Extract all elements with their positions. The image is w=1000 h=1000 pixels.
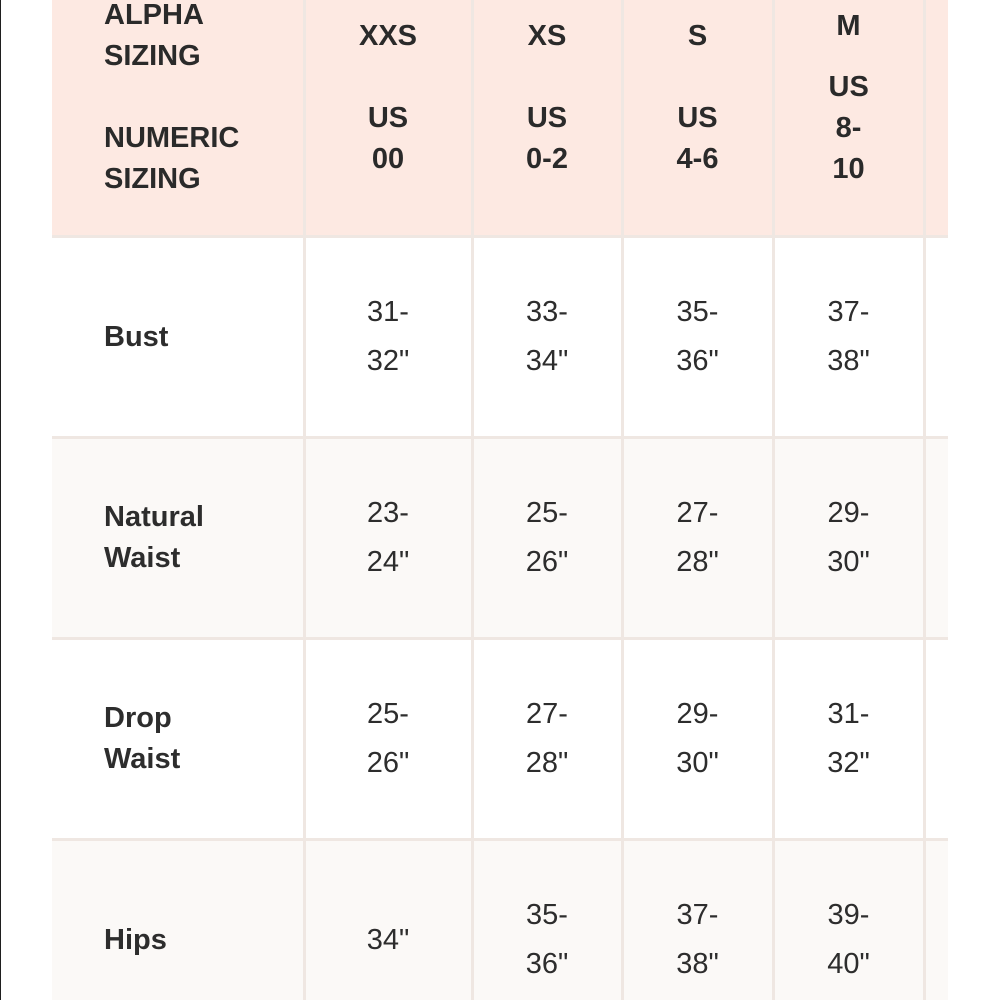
measurement-cell [773,840,924,1000]
numeric-size: US 4-6 [676,101,719,175]
row-label-cell [52,438,304,639]
measurement-cell [472,237,622,438]
measurement-cell [773,237,924,438]
measurement-cell [924,639,948,840]
size-chart-table [52,0,948,1000]
measurement-cell [773,438,924,639]
measurement-cell [773,639,924,840]
measurement-value: 33-34" [525,296,569,377]
row-label-cell [52,639,304,840]
left-edge-divider [0,0,1,1000]
measurement-value: 37-38" [676,899,719,980]
measurement-cell [924,438,948,639]
size-column-s [622,0,773,237]
measurement-value: 31-32" [827,698,870,779]
measurement-value: 27-28" [676,497,719,578]
size-column-xs [472,0,622,237]
measurement-value: 23-24" [366,497,410,578]
measurement-value: 34" [366,923,410,956]
measurement-cell [304,438,472,639]
table-row [52,237,948,438]
row-label: Hips [104,923,167,956]
row-label: Natural Waist [104,501,204,574]
measurement-cell [924,840,948,1000]
table-row [52,639,948,840]
row-label: Drop Waist [104,702,181,775]
measurement-cell [622,237,773,438]
measurement-value: 37-38" [827,296,870,377]
measurement-value: 35-36" [525,899,569,980]
measurement-cell [304,639,472,840]
measurement-value: 35-36" [676,296,719,377]
size-column-cut-off [924,0,948,237]
measurement-value: 25-26" [525,497,569,578]
row-label-cell [52,840,304,1000]
measurement-cell [622,840,773,1000]
row-label-cell [52,237,304,438]
measurement-cell [622,438,773,639]
header-label-cell [52,0,304,237]
measurement-cell [472,438,622,639]
table-row [52,840,948,1000]
measurement-value: 29-30" [827,497,870,578]
measurement-value: 27-28" [525,698,569,779]
alpha-sizing-label: ALPHA SIZING [104,0,203,72]
measurement-cell [304,840,472,1000]
numeric-size: US 0-2 [526,101,568,175]
alpha-size: XS [527,19,567,52]
alpha-size: S [687,19,708,52]
row-label: Bust [104,320,169,353]
measurement-value: 39-40" [827,899,870,980]
table-row [52,438,948,639]
measurement-value: 29-30" [676,698,719,779]
header-row [52,0,948,237]
measurement-cell [924,237,948,438]
measurement-value: 25-26" [366,698,410,779]
alpha-size: M [836,9,861,42]
measurement-cell [304,237,472,438]
measurement-value: 31-32" [366,296,410,377]
measurement-cell [472,840,622,1000]
numeric-size: US 8-10 [828,70,869,185]
measurement-cell [472,639,622,840]
numeric-sizing-label: NUMERIC SIZING [104,122,240,195]
numeric-size: US 00 [367,101,409,175]
measurement-cell [622,639,773,840]
size-column-xxs [304,0,472,237]
size-column-m [773,0,924,237]
alpha-size: XXS [358,19,418,52]
size-chart-viewport[interactable] [52,0,948,1000]
